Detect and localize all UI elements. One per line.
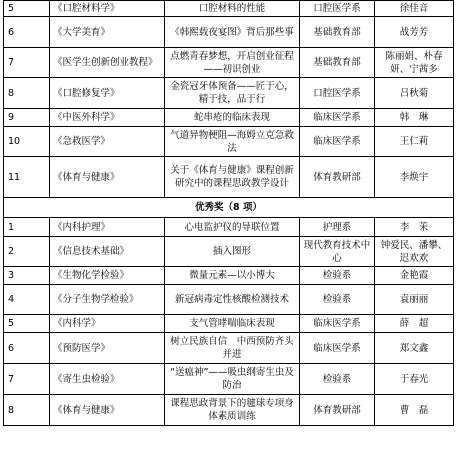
teacher-name: 战芳芳 bbox=[375, 17, 454, 48]
row-number: 8 bbox=[4, 78, 50, 109]
row-number: 8 bbox=[4, 395, 50, 426]
department: 基础教育部 bbox=[300, 17, 375, 48]
course-name: 《口腔材料学》 bbox=[50, 1, 165, 17]
row-number: 9 bbox=[4, 109, 50, 127]
lesson-title: 心电监护仪的导联位置 bbox=[165, 218, 300, 237]
department: 基础教育部 bbox=[300, 48, 375, 78]
teacher-name: 于春光 bbox=[375, 364, 454, 395]
teacher-name: 钟爱民、潘攀、迟欢欢 bbox=[375, 237, 454, 267]
table-row bbox=[4, 48, 454, 78]
lesson-title: 口腔材料的性能 bbox=[165, 1, 300, 17]
award-table-upper bbox=[4, 1, 454, 198]
lesson-title: 金瓷冠牙体预备——匠于心，精于技，品于行 bbox=[165, 78, 300, 109]
department: 临床医学系 bbox=[300, 109, 375, 127]
department: 口腔医学系 bbox=[300, 1, 375, 17]
award-table bbox=[3, 0, 454, 426]
department: 临床医学系 bbox=[300, 127, 375, 157]
teacher-name: 王仁莉 bbox=[375, 127, 454, 157]
table-row bbox=[4, 157, 454, 198]
course-name: 《生物化学检验》 bbox=[50, 267, 165, 285]
table-row bbox=[4, 333, 454, 364]
section-row-excellence bbox=[4, 198, 454, 218]
lesson-title: 关于《体育与健康》课程创新研究中的课程思政教学设计 bbox=[165, 157, 300, 198]
lesson-title: 新冠病毒定性核酸检测技术 bbox=[165, 285, 300, 315]
row-number: 5 bbox=[4, 1, 50, 17]
table-row bbox=[4, 218, 454, 237]
teacher-name: 李 茉 bbox=[375, 218, 454, 237]
department: 临床医学系 bbox=[300, 333, 375, 364]
row-number: 6 bbox=[4, 17, 50, 48]
table-row bbox=[4, 364, 454, 395]
section-title: 优秀奖（8 项） bbox=[4, 198, 454, 218]
department: 现代教育技术中心 bbox=[300, 237, 375, 267]
teacher-name: 韩 琳 bbox=[375, 109, 454, 127]
course-name: 《急救医学》 bbox=[50, 127, 165, 157]
lesson-title: 树立民族自信 中西预防齐头并进 bbox=[165, 333, 300, 364]
table-row bbox=[4, 109, 454, 127]
table-row bbox=[4, 127, 454, 157]
course-name: 《医学生创新创业教程》 bbox=[50, 48, 165, 78]
row-number: 6 bbox=[4, 333, 50, 364]
department: 护理系 bbox=[300, 218, 375, 237]
row-number: 2 bbox=[4, 237, 50, 267]
course-name: 《中医外科学》 bbox=[50, 109, 165, 127]
lesson-title: 点燃青春梦想，开启创业征程——初识创业 bbox=[165, 48, 300, 78]
lesson-title: 插入图形 bbox=[165, 237, 300, 267]
table-row bbox=[4, 285, 454, 315]
row-number: 10 bbox=[4, 127, 50, 157]
table-row bbox=[4, 237, 454, 267]
course-name: 《内科护理》 bbox=[50, 218, 165, 237]
teacher-name: 袁丽丽 bbox=[375, 285, 454, 315]
table-row bbox=[4, 267, 454, 285]
course-name: 《内科学》 bbox=[50, 315, 165, 333]
lesson-title: 蛇串疮的临床表现 bbox=[165, 109, 300, 127]
row-number: 11 bbox=[4, 157, 50, 198]
table-row bbox=[4, 315, 454, 333]
lesson-title: 《韩熙载夜宴图》背后那些事 bbox=[165, 17, 300, 48]
row-number: 7 bbox=[4, 364, 50, 395]
teacher-name: 徐佳音 bbox=[375, 1, 454, 17]
department: 检验系 bbox=[300, 364, 375, 395]
department: 口腔医学系 bbox=[300, 78, 375, 109]
table-row bbox=[4, 395, 454, 426]
department: 检验系 bbox=[300, 267, 375, 285]
table-row bbox=[4, 1, 454, 17]
teacher-name: 金艳霞 bbox=[375, 267, 454, 285]
department: 体育教研部 bbox=[300, 395, 375, 426]
teacher-name: 曹 磊 bbox=[375, 395, 454, 426]
table-row bbox=[4, 78, 454, 109]
department: 体育教研部 bbox=[300, 157, 375, 198]
lesson-title: “送瘟神”——吸虫纲寄生虫及防治 bbox=[165, 364, 300, 395]
course-name: 《口腔修复学》 bbox=[50, 78, 165, 109]
row-number: 5 bbox=[4, 315, 50, 333]
row-number: 7 bbox=[4, 48, 50, 78]
course-name: 《预防医学》 bbox=[50, 333, 165, 364]
teacher-name: 郑文鑫 bbox=[375, 333, 454, 364]
course-name: 《体育与健康》 bbox=[50, 157, 165, 198]
department: 临床医学系 bbox=[300, 315, 375, 333]
teacher-name: 李焕宇 bbox=[375, 157, 454, 198]
course-name: 《大学美育》 bbox=[50, 17, 165, 48]
lesson-title: 课程思政背景下的毽球专项身体素质训练 bbox=[165, 395, 300, 426]
teacher-name: 陈丽娟、朴春妍、宁茜多 bbox=[375, 48, 454, 78]
course-name: 《寄生虫检验》 bbox=[50, 364, 165, 395]
teacher-name: 吕秋菊 bbox=[375, 78, 454, 109]
row-number: 3 bbox=[4, 267, 50, 285]
award-table-lower bbox=[4, 218, 454, 426]
row-number: 4 bbox=[4, 285, 50, 315]
course-name: 《体育与健康》 bbox=[50, 395, 165, 426]
course-name: 《分子生物学检验》 bbox=[50, 285, 165, 315]
table-row bbox=[4, 17, 454, 48]
course-name: 《信息技术基础》 bbox=[50, 237, 165, 267]
department: 检验系 bbox=[300, 285, 375, 315]
teacher-name: 薛 超 bbox=[375, 315, 454, 333]
lesson-title: 支气管哮喘临床表现 bbox=[165, 315, 300, 333]
lesson-title: 气道异物梗阻—海姆立克急救法 bbox=[165, 127, 300, 157]
lesson-title: 微量元素—以小博大 bbox=[165, 267, 300, 285]
row-number: 1 bbox=[4, 218, 50, 237]
